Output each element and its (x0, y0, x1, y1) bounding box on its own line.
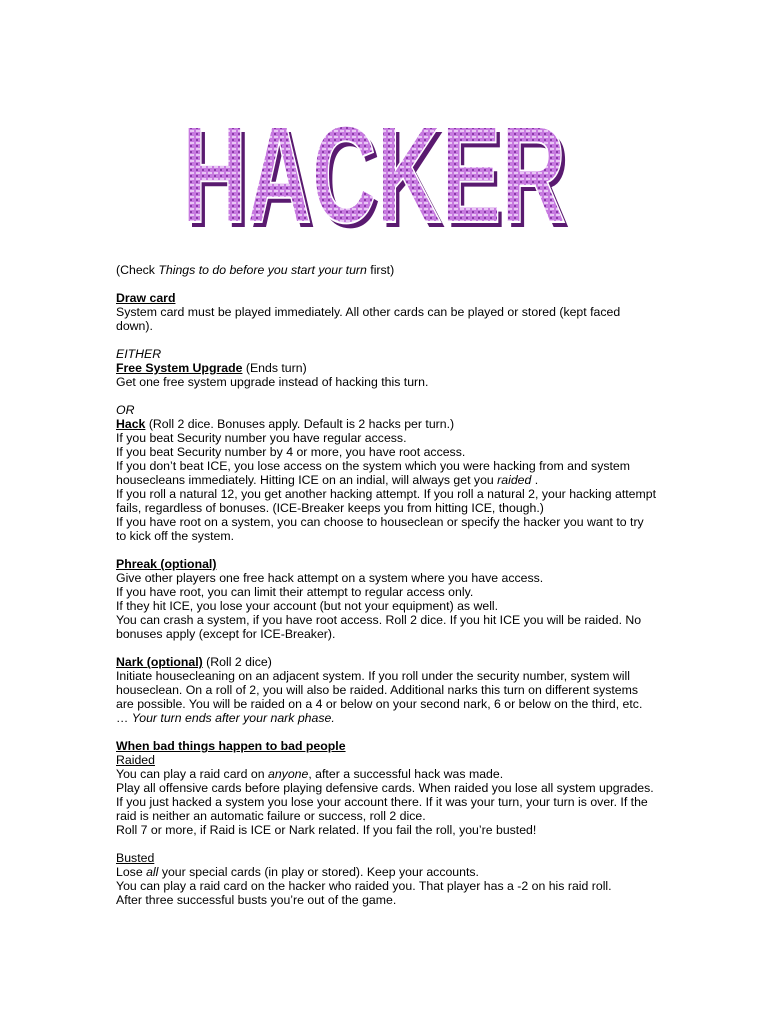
busted-line-1: Lose all your special cards (in play or stored). Keep your accounts. (116, 865, 479, 879)
hack-line-5: If you have root on a system, you can choose to houseclean or specify the hacker you want to try to kick off the system. (116, 515, 644, 543)
hack-line-2: If you beat Security number by 4 or more, you have root access. (116, 445, 466, 459)
raided-line-1: You can play a raid card on anyone, after a successful hack was made. (116, 767, 504, 781)
phreak-line-3: If they hit ICE, you lose your account (but not your equipment) as well. (116, 599, 499, 613)
hack-line-4: If you roll a natural 12, you get another hacking attempt. If you roll a natural 2, your hacking attempt fails, regardless of bonuses. (ICE-Breaker keeps you from hitting ICE, though.) (116, 487, 657, 515)
draw-card-body: System card must be played immediately. All other cards can be played or stored (kept faced down). (116, 305, 621, 333)
nark-heading: Nark (optional) (Roll 2 dice) (116, 655, 272, 669)
busted-heading: Busted (116, 851, 155, 865)
hack-line-3: If you don’t beat ICE, you lose access on the system which you were hacking from and system housecleans immediately. Hitting ICE on an indial, will always get you raided . (116, 459, 630, 487)
hacker-logo-graphic (168, 86, 572, 250)
phreak-line-4: You can crash a system, if you have root access. Roll 2 dice. If you hit ICE you will be raided. No bonuses apply (except for ICE-Breaker). (116, 613, 642, 641)
nark-body: Initiate housecleaning on an adjacent system. If you roll under the security number, system will houseclean. On a roll of 2, you will also be raided. Additional narks this turn on different systems are possible. You will be raided on a 4 or below on your second nark, 6 or below on the third, etc. … Your turn ends after your nark phase. (116, 669, 643, 725)
either-label: EITHER (116, 347, 162, 361)
busted-line-2: You can play a raid card on the hacker who raided you. That player has a -2 on his raid roll. (116, 879, 612, 893)
free-upgrade-heading: Free System Upgrade (Ends turn) (116, 361, 307, 375)
busted-line-3: After three successful busts you’re out of the game. (116, 893, 397, 907)
raided-line-2: Play all offensive cards before playing defensive cards. When raided you lose all system upgrades. If you just hacked a system you lose your account there. If it was your turn, your turn is over. If the raid is neither an automatic failure or success, roll 2 dice. (116, 781, 654, 823)
hacker-logo-text: HACKER (182, 98, 566, 250)
raided-line-3: Roll 7 or more, if Raid is ICE or Nark related. If you fail the roll, you’re busted! (116, 823, 537, 837)
phreak-heading: Phreak (optional) (116, 557, 217, 571)
phreak-line-1: Give other players one free hack attempt on a system where you have access. (116, 571, 544, 585)
hack-line-1: If you beat Security number you have regular access. (116, 431, 407, 445)
rules-document (116, 263, 656, 907)
bad-things-heading: When bad things happen to bad people (116, 739, 346, 753)
free-upgrade-body: Get one free system upgrade instead of hacking this turn. (116, 375, 429, 389)
or-label: OR (116, 403, 135, 417)
hacker-logo (168, 86, 572, 250)
draw-card-heading: Draw card (116, 291, 176, 305)
phreak-line-2: If you have root, you can limit their attempt to regular access only. (116, 585, 474, 599)
raided-heading: Raided (116, 753, 155, 767)
hacker-logo-shadow: HACKER (186, 103, 570, 250)
hack-heading: Hack (Roll 2 dice. Bonuses apply. Default is 2 hacks per turn.) (116, 417, 455, 431)
intro-line: (Check Things to do before you start your turn first) (116, 263, 395, 277)
